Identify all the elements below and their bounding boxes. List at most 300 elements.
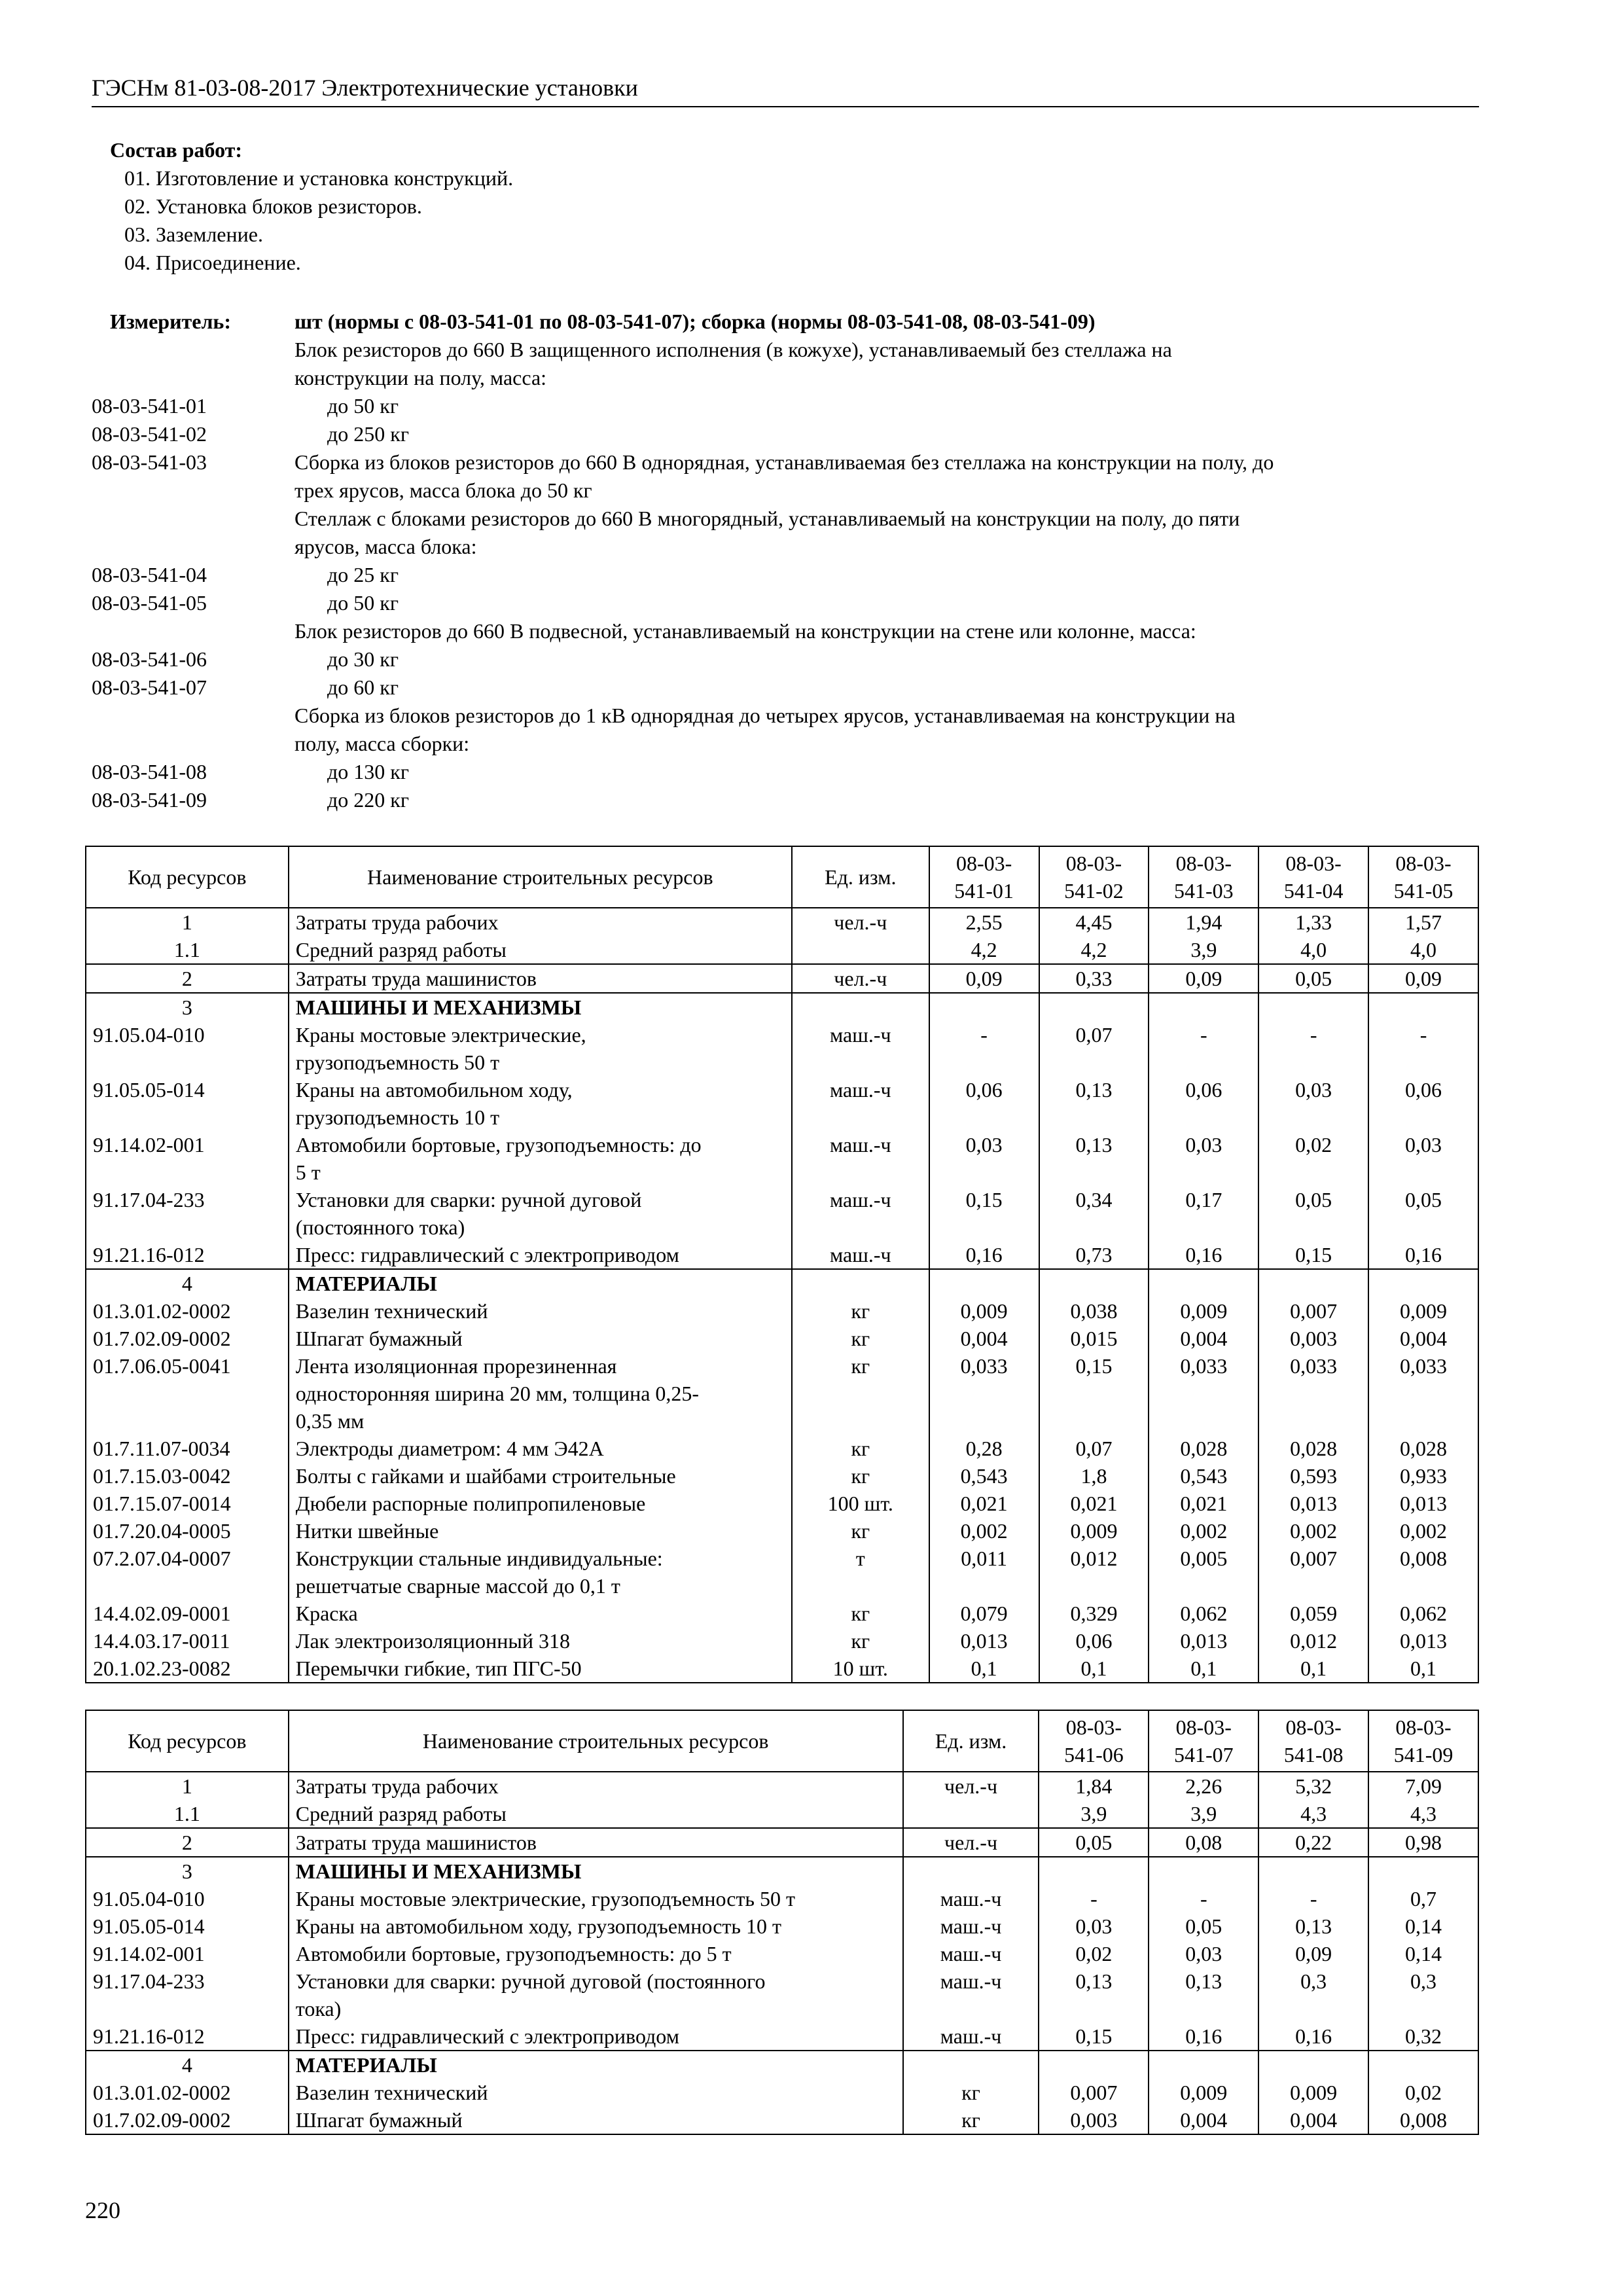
norm-value: 0,34	[1039, 1186, 1149, 1241]
norm-value: 4,3	[1258, 1800, 1368, 1828]
norm-value: 5,32	[1258, 1772, 1368, 1800]
resource-name-line: МАШИНЫ И МЕХАНИЗМЫ	[295, 1859, 582, 1883]
norm-value	[1258, 1269, 1368, 1297]
work-composition-title: Состав работ:	[110, 138, 243, 162]
resource-name	[289, 1800, 903, 1828]
norm-value: 0,004	[1368, 1325, 1478, 1352]
resource-code: 91.21.16-012	[86, 2022, 289, 2051]
resource-code: 01.7.15.07-0014	[86, 1490, 289, 1517]
norm-value: 0,013	[929, 1627, 1039, 1655]
resource-name-line: Затраты труда рабочих	[295, 1774, 499, 1798]
resource-name	[289, 1772, 903, 1800]
norm-value: 0,008	[1368, 2106, 1478, 2134]
unit-cell: маш.-ч	[792, 1241, 929, 1269]
norm-value: 7,09	[1368, 1772, 1478, 1800]
resource-name	[289, 1352, 792, 1435]
norm-value: 0,07	[1039, 1435, 1149, 1462]
norm-text: до 130 кг	[327, 760, 409, 783]
table-row	[86, 1021, 1478, 1076]
norm-value: 0,09	[1258, 1940, 1368, 1967]
norm-value	[1039, 1857, 1149, 1885]
norm-code	[92, 364, 294, 392]
unit-cell: маш.-ч	[792, 1076, 929, 1131]
norm-value: 0,021	[929, 1490, 1039, 1517]
norm-value: 0,15	[929, 1186, 1039, 1241]
norm-value: 4,0	[1368, 936, 1478, 964]
resource-name	[289, 1297, 792, 1325]
norm-line	[92, 392, 1479, 420]
norm-value: 0,28	[929, 1435, 1039, 1462]
norm-header-line: 541-02	[1064, 879, 1124, 903]
resource-code: 2	[86, 964, 289, 993]
resource-code: 01.7.15.03-0042	[86, 1462, 289, 1490]
norm-value	[1368, 1269, 1478, 1297]
norm-value: 1,57	[1368, 908, 1478, 936]
norm-text: Сборка из блоков резисторов до 660 В однорядная, устанавливаемая без стеллажа на конструкции на полу, до	[294, 450, 1274, 474]
norm-text: до 220 кг	[327, 788, 409, 812]
resource-name-line: грузоподъемность 50 т	[295, 1050, 500, 1074]
norm-value: -	[1258, 1021, 1368, 1076]
resource-name-line: Затраты труда машинистов	[295, 1831, 537, 1854]
resource-code: 01.3.01.02-0002	[86, 2079, 289, 2106]
norm-value: 0,013	[1149, 1627, 1258, 1655]
norm-description-list	[92, 336, 1479, 814]
norm-header-line: 541-05	[1393, 879, 1454, 903]
norm-value	[1039, 993, 1149, 1021]
norm-value: -	[1149, 1021, 1258, 1076]
resource-name	[289, 2106, 903, 2134]
resource-name-line: Дюбели распорные полипропиленовые	[295, 1492, 646, 1515]
norm-value: 0,03	[1258, 1076, 1368, 1131]
resource-name-line: Затраты труда рабочих	[295, 910, 499, 934]
norm-value: 0,593	[1258, 1462, 1368, 1490]
running-header: ГЭСНм 81-03-08-2017 Электротехнические установки	[92, 73, 1479, 107]
resources-table-2	[85, 1710, 1479, 2135]
norm-value: 0,17	[1149, 1186, 1258, 1241]
norm-value: 0,1	[929, 1655, 1039, 1683]
norm-value	[1368, 993, 1478, 1021]
unit-cell: маш.-ч	[792, 1131, 929, 1186]
resource-name	[289, 1857, 903, 1885]
norm-value: 3,9	[1039, 1800, 1149, 1828]
norm-value: 0,03	[1368, 1131, 1478, 1186]
norm-value	[1149, 993, 1258, 1021]
norm-value: 0,002	[1149, 1517, 1258, 1545]
table-row	[86, 1885, 1478, 1912]
norm-column-header	[1368, 846, 1478, 908]
norm-value: 0,22	[1258, 1828, 1368, 1857]
norm-value	[1149, 1269, 1258, 1297]
resource-name	[289, 1940, 903, 1967]
norm-line	[92, 702, 1479, 730]
table-row	[86, 908, 1478, 936]
resource-code: 91.05.05-014	[86, 1076, 289, 1131]
norm-value: 0,15	[1039, 2022, 1149, 2051]
resource-code: 20.1.02.23-0082	[86, 1655, 289, 1683]
column-header: Ед. изм.	[903, 1710, 1039, 1772]
norm-column-header	[1258, 1710, 1368, 1772]
resource-name	[289, 1967, 903, 2022]
norm-line	[92, 336, 1479, 364]
unit-cell: 10 шт.	[792, 1655, 929, 1683]
resource-name-line: Нитки швейные	[295, 1519, 439, 1543]
norm-header-line: 08-03-	[1065, 852, 1122, 875]
norm-value: 0,002	[1368, 1517, 1478, 1545]
resource-name-line: Автомобили бортовые, грузоподъемность: до	[295, 1133, 702, 1157]
resource-code: 01.7.02.09-0002	[86, 1325, 289, 1352]
column-header: Ед. изм.	[792, 846, 929, 908]
norm-code	[92, 336, 294, 364]
norm-value: 0,009	[1149, 1297, 1258, 1325]
resource-name-line: Вазелин технический	[295, 1299, 488, 1323]
resource-code: 1.1	[86, 936, 289, 964]
norm-value: 0,3	[1258, 1967, 1368, 2022]
norm-value: 0,009	[1149, 2079, 1258, 2106]
norm-value: 0,012	[1039, 1545, 1149, 1600]
resource-name-line: Шпагат бумажный	[295, 2108, 463, 2132]
norm-value	[1149, 1857, 1258, 1885]
norm-value: 0,028	[1368, 1435, 1478, 1462]
norm-value: 0,13	[1039, 1076, 1149, 1131]
norm-value: 0,007	[1258, 1297, 1368, 1325]
table-row	[86, 1967, 1478, 2022]
resource-name-line: односторонняя ширина 20 мм, толщина 0,25-	[295, 1382, 700, 1405]
norm-line	[92, 758, 1479, 786]
norm-value: 0,09	[1368, 964, 1478, 993]
norm-value: 0,004	[929, 1325, 1039, 1352]
work-composition	[92, 136, 1479, 277]
norm-value: 0,543	[1149, 1462, 1258, 1490]
resource-code: 4	[86, 2051, 289, 2079]
resource-name-line: МАШИНЫ И МЕХАНИЗМЫ	[295, 996, 582, 1019]
norm-line	[92, 448, 1479, 476]
resource-name	[289, 908, 792, 936]
norm-value: 0,1	[1368, 1655, 1478, 1683]
norm-text: Блок резисторов до 660 В защищенного исполнения (в кожухе), устанавливаемый без стеллажа на	[294, 338, 1172, 361]
table-row	[86, 1241, 1478, 1269]
resource-name	[289, 1241, 792, 1269]
norm-text: до 30 кг	[327, 647, 399, 671]
norm-value: 0,15	[1039, 1352, 1149, 1435]
table-row	[86, 1940, 1478, 1967]
norm-value	[929, 1269, 1039, 1297]
norm-value: -	[1368, 1021, 1478, 1076]
norm-code	[92, 702, 294, 730]
norm-value: 0,004	[1149, 1325, 1258, 1352]
table-row	[86, 1325, 1478, 1352]
norm-line	[92, 730, 1479, 758]
table-row	[86, 936, 1478, 964]
norm-value	[929, 993, 1039, 1021]
norm-header-line: 08-03-	[1285, 1715, 1342, 1739]
resource-name-line: Конструкции стальные индивидуальные:	[295, 1547, 663, 1570]
norm-text: Блок резисторов до 660 В подвесной, устанавливаемый на конструкции на стене или колонне, масса:	[294, 619, 1196, 643]
resource-name	[289, 1269, 792, 1297]
table-row	[86, 1772, 1478, 1800]
resource-code: 01.7.02.09-0002	[86, 2106, 289, 2134]
norm-value: 0,004	[1258, 2106, 1368, 2134]
norm-value: 0,013	[1368, 1627, 1478, 1655]
norm-line	[92, 617, 1479, 645]
norm-value: 0,329	[1039, 1600, 1149, 1627]
resource-code: 1	[86, 1772, 289, 1800]
norm-value: 0,933	[1368, 1462, 1478, 1490]
norm-value: 0,059	[1258, 1600, 1368, 1627]
norm-value	[1039, 1269, 1149, 1297]
norm-header-line: 08-03-	[1175, 1715, 1232, 1739]
unit-cell: маш.-ч	[903, 1912, 1039, 1940]
work-item: 01. Изготовление и установка конструкций.	[124, 166, 514, 190]
norm-value: 0,021	[1149, 1490, 1258, 1517]
table-row	[86, 1655, 1478, 1683]
norm-value: 4,0	[1258, 936, 1368, 964]
norm-value: 0,007	[1039, 2079, 1149, 2106]
norm-header-line: 541-04	[1283, 879, 1344, 903]
resource-name-line: решетчатые сварные массой до 0,1 т	[295, 1574, 620, 1598]
norm-value: 0,009	[1258, 2079, 1368, 2106]
resource-code: 01.7.11.07-0034	[86, 1435, 289, 1462]
resource-name	[289, 1912, 903, 1940]
table-row	[86, 2106, 1478, 2134]
resource-name	[289, 2051, 903, 2079]
resource-name-line: Пресс: гидравлический с электроприводом	[295, 1243, 679, 1266]
resource-name	[289, 2079, 903, 2106]
table-row	[86, 1490, 1478, 1517]
norm-header-line: 08-03-	[1065, 1715, 1122, 1739]
resource-name	[289, 1627, 792, 1655]
unit-cell: маш.-ч	[792, 1021, 929, 1076]
column-header: Наименование строительных ресурсов	[289, 846, 792, 908]
norm-value: 0,14	[1368, 1940, 1478, 1967]
norm-value: 0,009	[1368, 1297, 1478, 1325]
measure-unit-row	[92, 308, 1479, 336]
table-row	[86, 1352, 1478, 1435]
norm-value: 0,004	[1149, 2106, 1258, 2134]
norm-value: 0,05	[1258, 1186, 1368, 1241]
unit-cell: кг	[792, 1462, 929, 1490]
norm-value: 0,062	[1368, 1600, 1478, 1627]
norm-value: 0,08	[1149, 1828, 1258, 1857]
norm-line	[92, 533, 1479, 561]
norm-value: 0,07	[1039, 1021, 1149, 1076]
table-row	[86, 1800, 1478, 1828]
norm-value: 3,9	[1149, 936, 1258, 964]
norm-value: 0,06	[1149, 1076, 1258, 1131]
norm-text: до 50 кг	[327, 591, 399, 615]
unit-cell: маш.-ч	[903, 2022, 1039, 2051]
norm-code: 08-03-541-09	[92, 788, 207, 812]
resource-name-line: Электроды диаметром: 4 мм Э42А	[295, 1437, 604, 1460]
norm-value: 0,02	[1258, 1131, 1368, 1186]
norm-value: -	[929, 1021, 1039, 1076]
norm-value: 0,033	[1368, 1352, 1478, 1435]
resource-code: 91.05.04-010	[86, 1021, 289, 1076]
resource-name	[289, 1517, 792, 1545]
resource-code: 07.2.07.04-0007	[86, 1545, 289, 1600]
unit-cell: кг	[792, 1600, 929, 1627]
norm-value: 0,1	[1149, 1655, 1258, 1683]
work-item: 02. Установка блоков резисторов.	[124, 194, 422, 218]
norm-value: 0,13	[1039, 1967, 1149, 2022]
norm-value	[1258, 1857, 1368, 1885]
norm-value: 0,021	[1039, 1490, 1149, 1517]
norm-value: 0,15	[1258, 1241, 1368, 1269]
norm-column-header	[1258, 846, 1368, 908]
resource-name-line: (постоянного тока)	[295, 1215, 465, 1239]
norm-value: 0,009	[1039, 1517, 1149, 1545]
resource-name	[289, 964, 792, 993]
norm-line	[92, 505, 1479, 533]
norm-text: до 60 кг	[327, 675, 399, 699]
norm-code: 08-03-541-02	[92, 422, 207, 446]
resource-code: 91.05.04-010	[86, 1885, 289, 1912]
norm-code	[92, 730, 294, 758]
measure-label: Измеритель:	[110, 310, 231, 333]
resource-name-line: Шпагат бумажный	[295, 1327, 463, 1350]
norm-value: 0,03	[1149, 1940, 1258, 1967]
resource-code: 91.14.02-001	[86, 1131, 289, 1186]
norm-value: 0,3	[1368, 1967, 1478, 2022]
norm-text: трех ярусов, масса блока до 50 кг	[294, 478, 592, 502]
norm-value: 0,079	[929, 1600, 1039, 1627]
norm-value: 0,03	[1149, 1131, 1258, 1186]
unit-cell	[792, 936, 929, 964]
resource-code: 14.4.02.09-0001	[86, 1600, 289, 1627]
norm-value: 4,45	[1039, 908, 1149, 936]
unit-cell: чел.-ч	[903, 1828, 1039, 1857]
norm-value: 0,32	[1368, 2022, 1478, 2051]
norm-line	[92, 364, 1479, 392]
norm-value: 0,7	[1368, 1885, 1478, 1912]
resource-name-line: Перемычки гибкие, тип ПГС-50	[295, 1657, 582, 1680]
unit-cell: маш.-ч	[792, 1186, 929, 1241]
norm-value: -	[1039, 1885, 1149, 1912]
norm-value: 0,05	[1258, 964, 1368, 993]
norm-value: 0,16	[1149, 2022, 1258, 2051]
unit-cell: чел.-ч	[792, 964, 929, 993]
resources-table-1	[85, 846, 1479, 1683]
unit-cell: кг	[792, 1297, 929, 1325]
column-header: Наименование строительных ресурсов	[289, 1710, 903, 1772]
resource-name	[289, 1325, 792, 1352]
table-row	[86, 1435, 1478, 1462]
table-row	[86, 1462, 1478, 1490]
norm-header-line: 541-08	[1283, 1743, 1344, 1767]
unit-cell: чел.-ч	[792, 908, 929, 936]
table-row	[86, 1076, 1478, 1131]
norm-value: 0,003	[1039, 2106, 1149, 2134]
norm-code: 08-03-541-03	[92, 450, 207, 474]
norm-value: 3,9	[1149, 1800, 1258, 1828]
table-row	[86, 2051, 1478, 2079]
norm-code: 08-03-541-06	[92, 647, 207, 671]
norm-line	[92, 786, 1479, 814]
table-row	[86, 1600, 1478, 1627]
norm-value: 0,73	[1039, 1241, 1149, 1269]
table-header-row	[86, 846, 1478, 908]
resource-code: 01.7.06.05-0041	[86, 1352, 289, 1435]
table-row	[86, 1828, 1478, 1857]
norm-value: 0,06	[929, 1076, 1039, 1131]
norm-column-header	[1039, 1710, 1149, 1772]
norm-header-line: 541-09	[1393, 1743, 1454, 1767]
unit-cell	[903, 1800, 1039, 1828]
norm-value: 0,13	[1149, 1967, 1258, 2022]
resource-name-line: Краска	[295, 1602, 358, 1625]
resource-name-line: тока)	[295, 1997, 342, 2020]
norm-value: 0,003	[1258, 1325, 1368, 1352]
resource-name-line: Средний разряд работы	[295, 1802, 507, 1825]
norm-value: 0,543	[929, 1462, 1039, 1490]
norm-value: 0,98	[1368, 1828, 1478, 1857]
norm-value: 0,16	[1258, 2022, 1368, 2051]
resource-code: 91.14.02-001	[86, 1940, 289, 1967]
resource-name	[289, 1655, 792, 1683]
norm-value: 0,062	[1149, 1600, 1258, 1627]
measurement-section	[92, 308, 1479, 814]
resource-name-line: Установки для сварки: ручной дуговой (постоянного	[295, 1969, 766, 1993]
resource-name	[289, 1435, 792, 1462]
norm-value: 0,05	[1149, 1912, 1258, 1940]
norm-value: 1,94	[1149, 908, 1258, 936]
resource-name-line: МАТЕРИАЛЫ	[295, 1272, 437, 1295]
table-row	[86, 1269, 1478, 1297]
unit-cell	[792, 993, 929, 1021]
norm-code	[92, 505, 294, 533]
norm-value: 0,06	[1368, 1076, 1478, 1131]
resource-code: 01.7.20.04-0005	[86, 1517, 289, 1545]
resource-name-line: Автомобили бортовые, грузоподъемность: до 5 т	[295, 1942, 732, 1965]
unit-cell: маш.-ч	[903, 1967, 1039, 2022]
resource-name-line: Болты с гайками и шайбами строительные	[295, 1464, 676, 1488]
table-row	[86, 1857, 1478, 1885]
table-row	[86, 2022, 1478, 2051]
norm-code: 08-03-541-04	[92, 563, 207, 586]
work-item: 04. Присоединение.	[124, 251, 301, 274]
norm-value: 0,002	[1258, 1517, 1368, 1545]
norm-value: 0,028	[1258, 1435, 1368, 1462]
unit-cell: т	[792, 1545, 929, 1600]
resource-name-line: Средний разряд работы	[295, 938, 507, 961]
norm-value: 4,3	[1368, 1800, 1478, 1828]
norm-value: 0,033	[929, 1352, 1039, 1435]
norm-value: 0,013	[1258, 1490, 1368, 1517]
column-header: Код ресурсов	[86, 846, 289, 908]
unit-cell: маш.-ч	[903, 1940, 1039, 1967]
norm-value: 2,55	[929, 908, 1039, 936]
unit-cell: кг	[792, 1517, 929, 1545]
norm-value: 0,02	[1039, 1940, 1149, 1967]
table-row	[86, 1912, 1478, 1940]
norm-value: 1,33	[1258, 908, 1368, 936]
resource-code: 14.4.03.17-0011	[86, 1627, 289, 1655]
norm-value: 0,05	[1039, 1828, 1149, 1857]
norm-code: 08-03-541-05	[92, 591, 207, 615]
norm-value	[1258, 993, 1368, 1021]
norm-value: 0,06	[1039, 1627, 1149, 1655]
norm-line	[92, 645, 1479, 673]
table-header-row	[86, 1710, 1478, 1772]
norm-code	[92, 476, 294, 505]
unit-cell: маш.-ч	[903, 1885, 1039, 1912]
norm-text: конструкции на полу, масса:	[294, 366, 547, 389]
norm-value: 0,13	[1258, 1912, 1368, 1940]
norm-value: 0,038	[1039, 1297, 1149, 1325]
resource-name-line: 0,35 мм	[295, 1409, 365, 1433]
page-number: 220	[85, 2197, 120, 2223]
norm-value: 0,008	[1368, 1545, 1478, 1600]
unit-cell: кг	[792, 1435, 929, 1462]
